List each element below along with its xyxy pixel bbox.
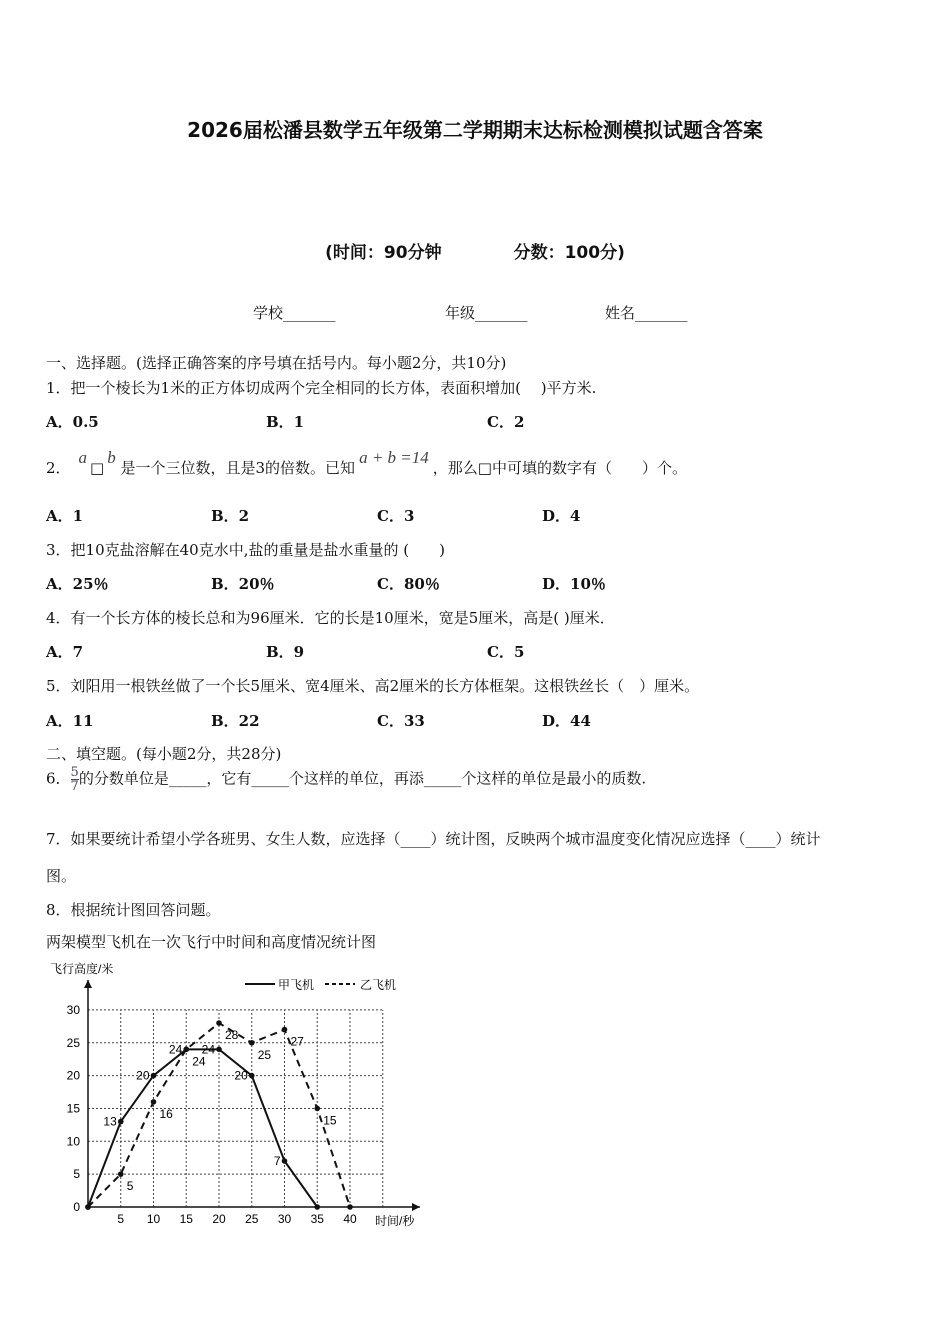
q2-option-c: C．3 [377, 507, 415, 525]
data-point [216, 1020, 222, 1026]
data-label: 7 [273, 1154, 281, 1169]
q2-tail: ，那么□中可填的数字有（ ）个。 [432, 459, 687, 477]
data-label: 27 [290, 1034, 304, 1049]
q5-option-a: A．11 [46, 712, 94, 730]
data-label: 16 [159, 1106, 173, 1121]
x-tick-label: 5 [117, 1212, 125, 1226]
denominator: 7 [70, 779, 79, 794]
x-axis-arrow [412, 1203, 420, 1211]
q3-option-d: D．10％ [542, 575, 606, 593]
q4-option-c: C．5 [487, 643, 525, 661]
legend-series-1: 甲飞机 [278, 978, 315, 992]
q3-option-c: C．80％ [377, 575, 440, 593]
data-point [183, 1047, 189, 1053]
data-point [151, 1073, 157, 1079]
q1-text: 1．把一个棱长为1米的正方体切成两个完全相同的长方体，表面积增加( )平方米. [46, 379, 597, 397]
data-label: 24 [168, 1042, 183, 1057]
fraction [71, 766, 79, 793]
q1-option-b: B．1 [266, 413, 305, 431]
q1-option-c: C．2 [487, 413, 525, 431]
data-point [282, 1158, 288, 1164]
flight-chart [40, 955, 430, 1245]
school-field[interactable]: 学校_______ [253, 304, 336, 322]
grade-field[interactable]: 年级_______ [445, 304, 528, 322]
y-tick-label: 15 [66, 1101, 80, 1116]
exam-info [0, 238, 950, 263]
q5-text: 5．刘阳用一根铁丝做了一个长5厘米、宽4厘米、高2厘米的长方体框架。这根铁丝长（ ）厘米。 [46, 677, 700, 695]
data-point [118, 1171, 124, 1177]
y-axis-arrow [84, 980, 92, 988]
data-label: 24 [201, 1042, 215, 1057]
data-label: 20 [136, 1068, 150, 1083]
q4-option-b: B．9 [266, 643, 305, 661]
data-point [249, 1040, 255, 1046]
data-point [314, 1106, 320, 1112]
x-tick-label: 25 [245, 1212, 259, 1226]
chart-caption: 两架模型飞机在一次飞行中时间和高度情况统计图 [46, 933, 377, 951]
y-tick-label: 25 [66, 1035, 80, 1050]
x-tick-label: 15 [179, 1212, 193, 1226]
data-label: 25 [257, 1047, 272, 1062]
data-label: 24 [192, 1054, 206, 1069]
q1-option-a: A．0.5 [46, 413, 99, 431]
y-tick-label: 20 [66, 1068, 80, 1083]
legend-series-2: 乙飞机 [360, 978, 397, 992]
legend [245, 977, 396, 992]
score-info: 分数：100分) [513, 243, 625, 263]
y-axis-label: 飞行高度/米 [50, 962, 114, 976]
q2-option-d: D．4 [542, 507, 581, 525]
y-tick-label: 30 [66, 1002, 80, 1017]
numerator: 5 [70, 765, 79, 780]
section1-heading: 一、选择题。(选择正确答案的序号填在括号内。每小题2分，共10分) [46, 354, 507, 372]
q7-line1: 7．如果要统计希望小学各班男、女生人数，应选择（____）统计图，反映两个城市温度变化情况应选择（____）统计 [46, 830, 821, 848]
data-point [85, 1204, 91, 1210]
y-tick-label: 0 [73, 1200, 80, 1214]
section2-heading: 二、填空题。(每小题2分，共28分) [46, 745, 282, 763]
data-label: 20 [234, 1068, 248, 1083]
q3-text: 3．把10克盐溶解在40克水中,盐的重量是盐水重量的 ( ) [46, 541, 445, 559]
q5-option-d: D．44 [542, 712, 591, 730]
x-tick-label: 35 [310, 1212, 324, 1226]
q2-mid: 是一个三位数，且是3的倍数。已知 [120, 459, 356, 477]
data-point [314, 1204, 320, 1210]
data-point [249, 1073, 255, 1079]
data-point [118, 1119, 124, 1125]
q7-line2: 图。 [46, 867, 77, 885]
x-tick-label: 20 [212, 1212, 226, 1226]
data-label: 28 [225, 1028, 239, 1043]
q2-equation: a + b =14 [359, 448, 429, 467]
data-label: 13 [103, 1114, 117, 1129]
q2-option-b: B．2 [211, 507, 250, 525]
time-info: (时间：90分钟 [325, 243, 442, 263]
x-axis-label: 时间/秒 [375, 1214, 415, 1228]
q5-option-c: C．33 [377, 712, 425, 730]
q5-option-b: B．22 [211, 712, 260, 730]
y-tick-label: 5 [73, 1167, 80, 1182]
q2-option-a: A．1 [46, 507, 84, 525]
data-point [282, 1027, 288, 1033]
x-tick-label: 10 [146, 1212, 161, 1226]
data-label: 15 [323, 1113, 337, 1128]
blank-box: □ [90, 459, 105, 477]
q6-text [46, 766, 646, 793]
data-point [151, 1099, 157, 1105]
q3-option-a: A．25％ [46, 575, 109, 593]
q2-number: 2． [46, 459, 71, 477]
y-tick-label: 10 [66, 1134, 80, 1149]
data-label: 5 [126, 1179, 134, 1194]
var-a: a [78, 448, 88, 467]
data-point [216, 1047, 222, 1053]
var-b: b [107, 448, 116, 467]
series-line-1 [88, 1049, 317, 1207]
x-tick-label: 30 [277, 1212, 292, 1226]
q8-text: 8．根据统计图回答问题。 [46, 901, 221, 919]
data-point [347, 1204, 353, 1210]
name-field[interactable]: 姓名_______ [605, 304, 688, 322]
q4-option-a: A．7 [46, 643, 84, 661]
q4-text: 4．有一个长方体的棱长总和为96厘米．它的长是10厘米，宽是5厘米，高是( )厘米． [46, 609, 615, 627]
q2-text [46, 448, 687, 478]
x-tick-label: 40 [343, 1212, 357, 1226]
page-title: 2026届松潘县数学五年级第二学期期末达标检测模拟试题含答案 [187, 118, 763, 142]
q3-option-b: B．20％ [211, 575, 275, 593]
q6-number: 6． [46, 769, 71, 788]
q6-body: 的分数单位是_____，它有_____个这样的单位，再添_____个这样的单位是最小的质数. [78, 769, 647, 788]
